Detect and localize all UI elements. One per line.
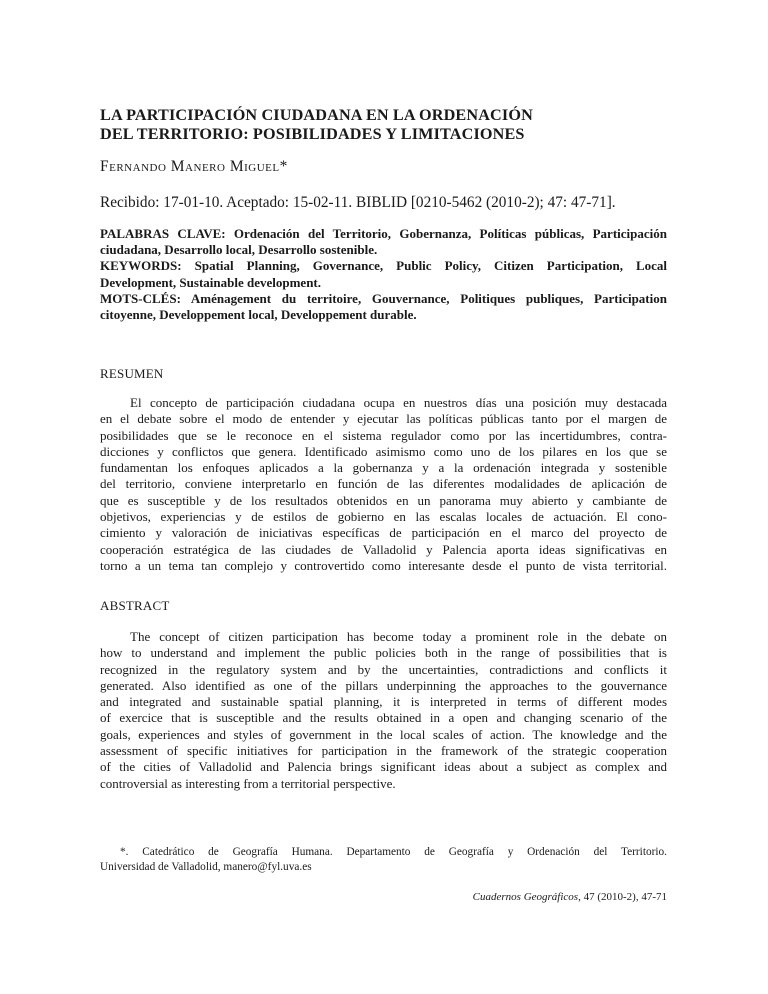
keywords-block — [100, 226, 667, 323]
resumen-line: fundamentan los enfoques aplicados a la gobernanza y a la ordenación integrada y sostenible — [100, 460, 667, 476]
keywords-spanish-label: PALABRAS CLAVE: — [100, 226, 226, 241]
abstract-paragraph — [100, 629, 667, 792]
article-title — [100, 106, 667, 144]
title-line-1: LA PARTICIPACIÓN CIUDADANA EN LA ORDENACIÓN — [100, 106, 533, 124]
keywords-english-label: KEYWORDS: — [100, 258, 182, 274]
keywords-english — [100, 258, 667, 290]
journal-issue-pages: , 47 (2010-2), 47-71 — [578, 891, 667, 903]
abstract-heading: ABSTRACT — [100, 598, 170, 613]
author-footnote — [100, 845, 667, 875]
resumen-line: cooperación estratégica de las ciudades de Valladolid y Palencia aporta ideas significativas en — [100, 541, 667, 557]
resumen-heading: RESUMEN — [100, 366, 164, 381]
abstract-line: of the cities of Valladolid and Palencia brings significant ideas about a subject as complex and — [100, 759, 667, 775]
resumen-line: en el debate sobre el modo de entender y ejecutar las políticas públicas tanto por el margen de — [100, 411, 667, 427]
resumen-line: posibilidades que se le reconoce en el sistema regulador como por las incertidumbres, contra- — [100, 427, 667, 443]
footnote-line-1: *. Catedrático de Geografía Humana. Departamento de Geografía y Ordenación del Territorio. — [120, 846, 667, 858]
abstract-line: and integrated and sustainable spatial planning, it is interpreted in terms of different modes — [100, 694, 667, 710]
resumen-line: El concepto de participación ciudadana ocupa en nuestros días una posición muy destacada — [130, 395, 667, 410]
abstract-line: recognized in the regulatory system and by the uncertainties, contradictions and conflicts it — [100, 661, 667, 677]
received-accepted-line: Recibido: 17-01-10. Aceptado: 15-02-11. BIBLID [0210-5462 (2010-2); 47: 47-71]. — [100, 194, 616, 211]
footnote-line-2: Universidad de Valladolid, manero@fyl.uva.es — [100, 861, 312, 873]
abstract-line: controversial as interesting from a territorial perspective. — [100, 775, 396, 791]
journal-citation-footer — [473, 890, 667, 904]
journal-name: Cuadernos Geográficos — [472, 891, 579, 903]
abstract-line: goals, experiences and styles of government in the local scales of action. The knowledge and the — [100, 726, 667, 742]
keywords-spanish — [100, 226, 667, 258]
title-line-2: DEL TERRITORIO: POSIBILIDADES Y LIMITACIONES — [100, 125, 525, 143]
resumen-paragraph — [100, 395, 667, 574]
resumen-line: del territorio, conviene interpretarlo en función de las diferentes modalidades de aplicación de — [100, 476, 667, 492]
author-name: Fernando Manero Miguel* — [100, 158, 288, 175]
keywords-french-text: Aménagement du territoire, Gouvernance, Politiques publiques, Participation citoyenne, Developpement local, Developpement durable. — [100, 290, 667, 323]
resumen-line: dicciones y conflictos que genera. Identificado asimismo como uno de los pilares en los que se — [100, 443, 667, 459]
abstract-line: The concept of citizen participation has become today a prominent role in the debate on — [130, 629, 667, 644]
abstract-line: assessment of specific initiatives for participation in the framework of the strategic cooperation — [100, 743, 667, 759]
keywords-french-label: MOTS-CLÉS: — [100, 290, 181, 306]
keywords-french — [100, 291, 667, 323]
resumen-line: torno a un tema tan complejo y controvertido como interesante desde el punto de vista territorial. — [100, 557, 667, 573]
resumen-line: que es susceptible y de los resultados obtenidos en un panorama muy abierto y cambiante de — [100, 492, 667, 508]
abstract-line: of exercice that is susceptible and the results obtained in a open and changing scenario of the — [100, 710, 667, 726]
abstract-line: how to understand and implement the public policies both in the range of possibilities that is — [100, 645, 667, 661]
keywords-english-text: Spatial Planning, Governance, Public Policy, Citizen Participation, Local Development, Sustainable development. — [100, 258, 667, 290]
resumen-line: objetivos, experiencias y de estilos de gobierno en las escalas locales de actuación. El cono- — [100, 509, 667, 525]
resumen-line: cimiento y valoración de iniciativas específicas de participación en el marco del proyecto de — [100, 525, 667, 541]
abstract-line: generated. Also identified as one of the pillars underpinning the approaches to the gouvernance — [100, 677, 667, 693]
keywords-spanish-text: Ordenación del Territorio, Gobernanza, Políticas públicas, Participación ciudadana, Desarrollo local, Desarrollo sostenible. — [100, 226, 667, 258]
